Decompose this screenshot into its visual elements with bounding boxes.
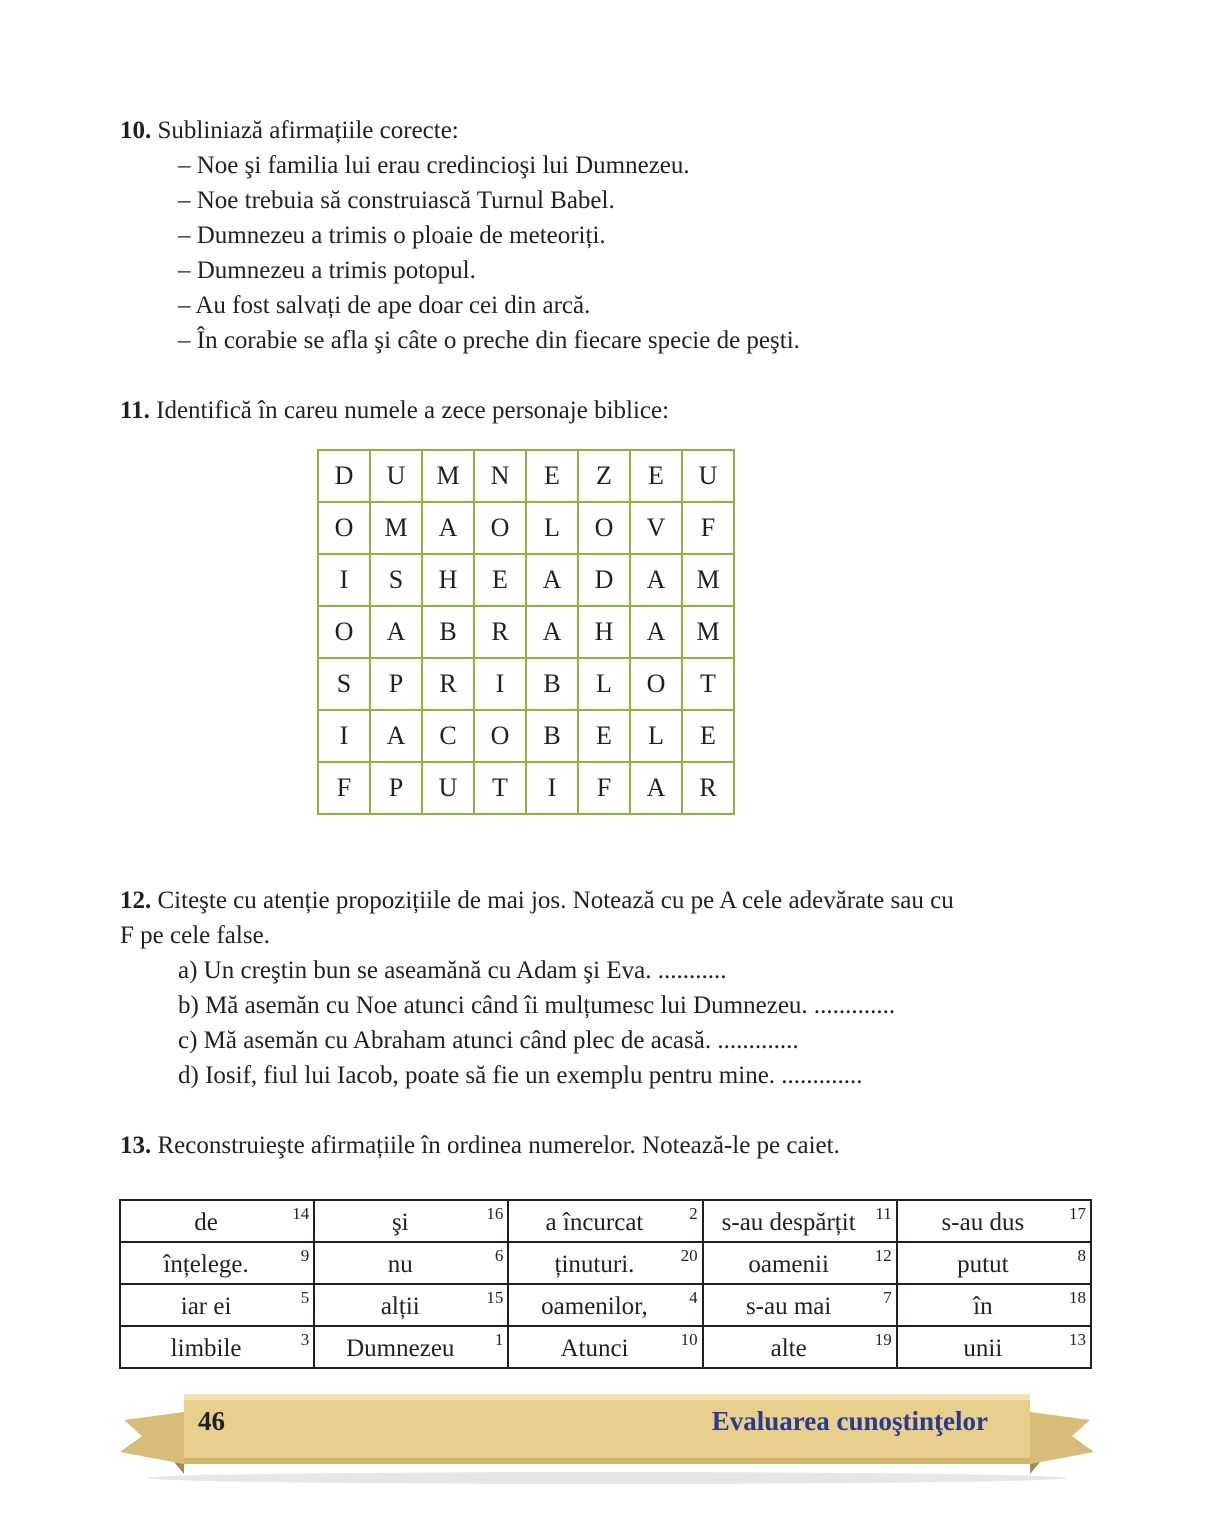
grid-cell: E: [682, 710, 734, 762]
grid-row: [318, 502, 734, 554]
word-order-number: 5: [300, 1288, 310, 1307]
grid-cell: A: [526, 606, 578, 658]
grid-cell: R: [682, 762, 734, 814]
grid-cell: E: [526, 450, 578, 502]
word-text: Atunci: [560, 1335, 629, 1362]
grid-cell: E: [630, 450, 682, 502]
grid-cell: P: [370, 762, 422, 814]
grid-cell: D: [578, 554, 630, 606]
grid-cell: F: [578, 762, 630, 814]
grid-cell: H: [422, 554, 474, 606]
grid-cell: B: [526, 710, 578, 762]
grid-cell: A: [422, 502, 474, 554]
grid-cell: U: [682, 450, 734, 502]
ex12-item: a) Un creştin bun se aseamănă cu Adam şi Eva. ...........: [178, 957, 727, 984]
page-number: 46: [198, 1406, 225, 1436]
word-text: putut: [957, 1251, 1009, 1278]
word-cell: [508, 1242, 702, 1284]
word-text: de: [194, 1209, 218, 1236]
word-text: alte: [770, 1335, 807, 1362]
ex12-heading: [120, 886, 954, 916]
grid-cell: U: [370, 450, 422, 502]
ex10-item: – Noe trebuia să construiască Turnul Babel.: [178, 187, 615, 214]
word-cell: [314, 1242, 508, 1284]
grid-cell: E: [474, 554, 526, 606]
ex11-number: 11.: [120, 397, 150, 424]
word-cell: [120, 1200, 314, 1242]
grid-cell: M: [370, 502, 422, 554]
ex10-prompt: Subliniază afirmațiile corecte:: [157, 117, 459, 144]
grid-cell: P: [370, 658, 422, 710]
grid-cell: A: [526, 554, 578, 606]
grid-cell: A: [630, 762, 682, 814]
ex10-item: – Dumnezeu a trimis o ploaie de meteoriți.: [178, 222, 606, 249]
grid-row: [318, 762, 734, 814]
ex12-prompt-continued: F pe cele false.: [120, 922, 270, 949]
word-text: s-au dus: [941, 1209, 1025, 1236]
word-cell: [703, 1326, 897, 1368]
grid-cell: V: [630, 502, 682, 554]
grid-cell: A: [630, 554, 682, 606]
word-order-number: 18: [1069, 1288, 1086, 1307]
grid-cell: F: [318, 762, 370, 814]
word-cell: [897, 1242, 1091, 1284]
grid-row: [318, 554, 734, 606]
table-row: [120, 1242, 1091, 1284]
word-order-table: [119, 1199, 1092, 1369]
table-row: [120, 1326, 1091, 1368]
grid-cell: C: [422, 710, 474, 762]
word-order-number: 6: [494, 1246, 504, 1265]
word-cell: [120, 1284, 314, 1326]
word-search-grid: [317, 449, 735, 815]
ex13-heading: [120, 1131, 840, 1161]
grid-cell: E: [578, 710, 630, 762]
word-cell: [897, 1284, 1091, 1326]
word-order-number: 1: [494, 1330, 504, 1349]
word-text: limbile: [170, 1335, 242, 1362]
word-order-number: 9: [300, 1246, 310, 1265]
footer-title: Evaluarea cunoştinţelor: [711, 1406, 988, 1436]
ex12-item: b) Mă asemăn cu Noe atunci când îi mulțumesc lui Dumnezeu. .............: [178, 992, 896, 1019]
grid-cell: O: [318, 606, 370, 658]
ex11-prompt: Identifică în careu numele a zece personaje biblice:: [156, 397, 670, 424]
grid-cell: F: [682, 502, 734, 554]
grid-cell: I: [318, 554, 370, 606]
grid-cell: T: [682, 658, 734, 710]
grid-row: [318, 658, 734, 710]
word-order-number: 8: [1077, 1246, 1086, 1265]
grid-cell: O: [474, 502, 526, 554]
grid-cell: Z: [578, 450, 630, 502]
word-text: s-au despărțit: [721, 1209, 856, 1236]
word-text: ținuturi.: [554, 1251, 635, 1278]
ex11-heading: [120, 396, 669, 426]
word-order-number: 10: [680, 1330, 698, 1349]
grid-cell: M: [422, 450, 474, 502]
word-text: Dumnezeu: [346, 1335, 455, 1362]
grid-cell: L: [630, 710, 682, 762]
grid-cell: I: [318, 710, 370, 762]
word-cell: [897, 1200, 1091, 1242]
word-text: oamenii: [748, 1251, 829, 1278]
grid-cell: A: [370, 710, 422, 762]
ex13-prompt: Reconstruieşte afirmațiile în ordinea numerelor. Notează-le pe caiet.: [157, 1132, 840, 1159]
word-order-number: 7: [883, 1288, 892, 1307]
ex12-item: d) Iosif, fiul lui Iacob, poate să fie un exemplu pentru mine. .............: [178, 1062, 863, 1089]
grid-row: [318, 710, 734, 762]
grid-cell: M: [682, 606, 734, 658]
word-cell: [703, 1200, 897, 1242]
grid-cell: D: [318, 450, 370, 502]
grid-cell: O: [578, 502, 630, 554]
word-cell: [120, 1326, 314, 1368]
word-order-number: 13: [1069, 1330, 1086, 1349]
word-cell: [703, 1242, 897, 1284]
word-order-number: 20: [680, 1246, 698, 1265]
grid-cell: R: [474, 606, 526, 658]
ex10-item: – Au fost salvați de ape doar cei din arcă.: [178, 292, 591, 319]
word-order-number: 3: [300, 1330, 310, 1349]
grid-cell: N: [474, 450, 526, 502]
grid-cell: R: [422, 658, 474, 710]
ex12-prompt: Citeşte cu atenție propozițiile de mai jos. Notează cu pe A cele adevărate sau cu: [157, 887, 954, 914]
word-text: s-au mai: [745, 1293, 832, 1320]
word-order-number: 11: [875, 1204, 892, 1223]
word-cell: [508, 1200, 702, 1242]
grid-cell: O: [474, 710, 526, 762]
word-order-number: 16: [486, 1204, 504, 1223]
page-footer: [112, 1390, 1102, 1490]
word-text: iar ei: [180, 1293, 232, 1320]
ex10-heading: [120, 116, 459, 146]
word-cell: [314, 1200, 508, 1242]
grid-cell: B: [422, 606, 474, 658]
grid-cell: O: [318, 502, 370, 554]
word-cell: [314, 1326, 508, 1368]
word-order-number: 2: [689, 1204, 698, 1223]
word-order-number: 14: [292, 1204, 310, 1223]
grid-cell: L: [526, 502, 578, 554]
ex10-item: – În corabie se afla şi câte o preche din fiecare specie de peşti.: [178, 327, 800, 354]
word-order-number: 12: [874, 1246, 892, 1265]
ex10-item: – Noe şi familia lui erau credincioşi lui Dumnezeu.: [178, 152, 690, 179]
grid-cell: A: [370, 606, 422, 658]
word-cell: [703, 1284, 897, 1326]
word-text: în: [973, 1293, 993, 1320]
grid-cell: S: [370, 554, 422, 606]
ex10-item: – Dumnezeu a trimis potopul.: [178, 257, 476, 284]
grid-row: [318, 606, 734, 658]
grid-cell: I: [474, 658, 526, 710]
grid-cell: O: [630, 658, 682, 710]
word-cell: [314, 1284, 508, 1326]
word-text: unii: [963, 1335, 1003, 1362]
word-order-number: 17: [1069, 1204, 1086, 1223]
word-cell: [508, 1284, 702, 1326]
word-text: alții: [380, 1293, 420, 1320]
table-row: [120, 1284, 1091, 1326]
word-text: nu: [387, 1251, 413, 1278]
grid-cell: A: [630, 606, 682, 658]
ex10-number: 10.: [120, 117, 152, 144]
word-order-number: 15: [486, 1288, 504, 1307]
footer-ribbon: [112, 1390, 1102, 1490]
word-cell: [897, 1326, 1091, 1368]
table-row: [120, 1200, 1091, 1242]
ex12-item: c) Mă asemăn cu Abraham atunci când plec de acasă. .............: [178, 1027, 799, 1054]
grid-cell: T: [474, 762, 526, 814]
grid-cell: U: [422, 762, 474, 814]
word-text: înțelege.: [163, 1251, 249, 1278]
grid-row: [318, 450, 734, 502]
grid-cell: H: [578, 606, 630, 658]
grid-cell: S: [318, 658, 370, 710]
ex13-number: 13.: [120, 1132, 152, 1159]
ex12-number: 12.: [120, 887, 152, 914]
word-text: şi: [391, 1209, 409, 1236]
word-order-number: 4: [689, 1288, 698, 1307]
grid-cell: M: [682, 554, 734, 606]
word-text: a încurcat: [545, 1209, 644, 1236]
grid-cell: L: [578, 658, 630, 710]
grid-cell: B: [526, 658, 578, 710]
word-cell: [508, 1326, 702, 1368]
grid-cell: I: [526, 762, 578, 814]
word-cell: [120, 1242, 314, 1284]
word-order-number: 19: [874, 1330, 892, 1349]
word-text: oamenilor,: [541, 1293, 648, 1320]
